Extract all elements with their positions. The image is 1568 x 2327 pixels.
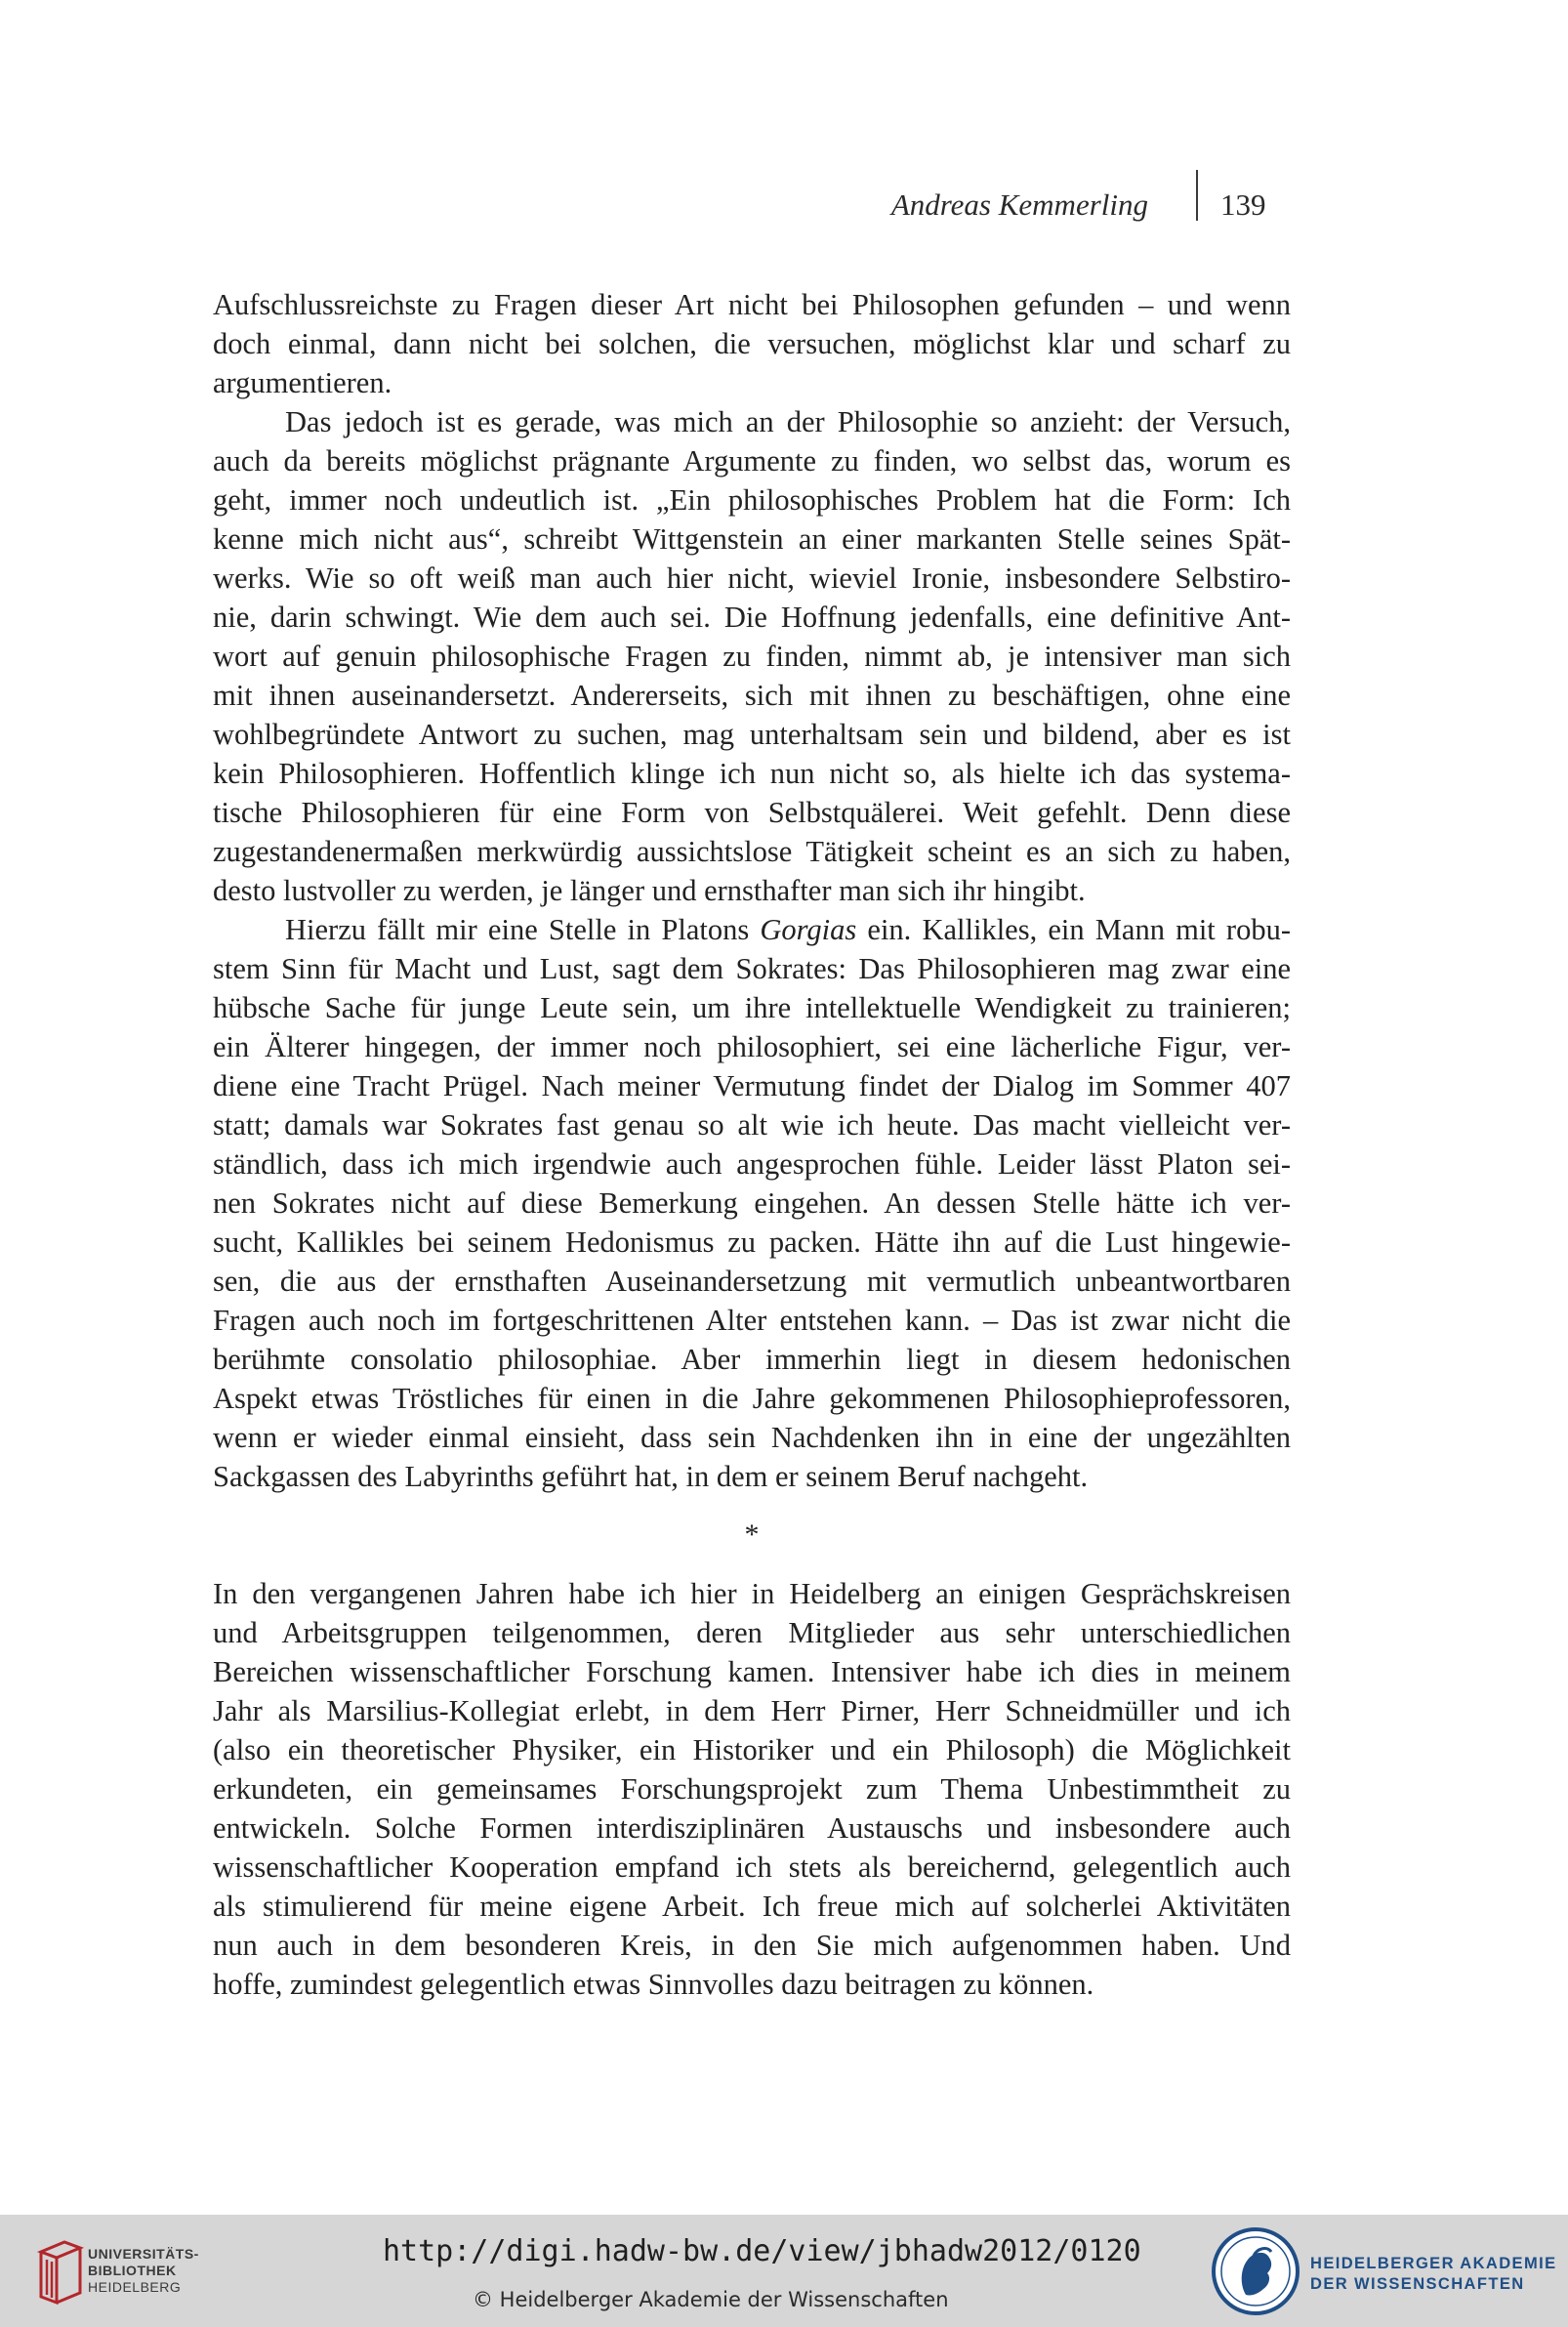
academy-logo-line-2: DER WISSENSCHAFTEN [1310, 2275, 1525, 2293]
text-line: berühmte consolatio philosophiae. Aber immerhin liegt in diesem hedonischen [213, 1343, 1291, 1376]
text-line: geht, immer noch undeutlich ist. „Ein philosophisches Problem hat die Form: Ich [213, 483, 1291, 517]
text-line: tische Philosophieren für eine Form von Selbstquälerei. Weit gefehlt. Denn diese [213, 796, 1291, 829]
text-line: wort auf genuin philosophische Fragen zu finden, nimmt ab, je intensiver man sich [213, 640, 1291, 673]
text-line: nie, darin schwingt. Wie dem auch sei. Die Hoffnung jedenfalls, eine definitive Ant- [213, 601, 1291, 634]
work-title-italic: Gorgias [760, 913, 857, 946]
text-line: stem Sinn für Macht und Lust, sagt dem Sokrates: Das Philosophieren mag zwar eine [213, 952, 1291, 985]
text-line: In den vergangenen Jahren habe ich hier in Heidelberg an einigen Gesprächskreisen [213, 1577, 1291, 1610]
text-line: hübsche Sache für junge Leute sein, um ihre intellektuelle Wendigkeit zu trainieren; [213, 991, 1291, 1024]
text-line: nen Sokrates nicht auf diese Bemerkung eingehen. An dessen Stelle hätte ich ver- [213, 1186, 1291, 1220]
text-line: wissenschaftlicher Kooperation empfand ich stets als bereichernd, gelegentlich auch [213, 1850, 1291, 1884]
text-line: Fragen auch noch im fortgeschrittenen Alter entstehen kann. – Das ist zwar nicht die [213, 1304, 1291, 1337]
paragraph [213, 285, 1291, 402]
header-divider [1196, 170, 1198, 221]
text-line: hoffe, zumindest gelegentlich etwas Sinnvolles dazu beitragen zu können. [213, 1968, 1094, 2001]
text-line: (also ein theoretischer Physiker, ein Historiker und ein Philosoph) die Möglichkeit [213, 1733, 1291, 1766]
text-line: Aufschlussreichste zu Fragen dieser Art nicht bei Philosophen gefunden – und wenn [213, 288, 1291, 321]
text-line: Bereichen wissenschaftlicher Forschung kamen. Intensiver habe ich dies in meinem [213, 1655, 1291, 1688]
text-line: als stimulierend für meine eigene Arbeit. Ich freue mich auf solcherlei Aktivitäten [213, 1890, 1291, 1923]
text-line: und Arbeitsgruppen teilgenommen, deren Mitglieder aus sehr unterschiedlichen [213, 1616, 1291, 1649]
text-line: ständlich, dass ich mich irgendwie auch angesprochen fühle. Leider lässt Platon sei- [213, 1147, 1291, 1181]
text-line: sen, die aus der ernsthaften Auseinandersetzung mit vermutlich unbeantwortbaren [213, 1265, 1291, 1298]
paragraph [213, 402, 1291, 910]
university-library-logo[interactable] [29, 2232, 205, 2310]
permalink-url[interactable]: http://digi.hadw-bw.de/view/jbhadw2012/0120 [383, 2234, 1141, 2268]
text-line: argumentieren. [213, 366, 392, 399]
text-line: Aspekt etwas Tröstliches für einen in die Jahre gekommenen Philosophieprofessoren, [213, 1382, 1291, 1415]
text-line: statt; damals war Sokrates fast genau so alt wie ich heute. Das macht vielleicht ver- [213, 1108, 1291, 1142]
text-line: Hierzu fällt mir eine Stelle in Platons Gorgias ein. Kallikles, ein Mann mit robu- [285, 913, 1291, 946]
text-line: auch da bereits möglichst prägnante Argumente zu finden, wo selbst das, worum es [213, 444, 1291, 478]
section-break-asterisk: * [744, 1518, 760, 1551]
academy-logo-line-1: HEIDELBERGER AKADEMIE [1310, 2255, 1557, 2272]
text-line: kenne mich nicht aus“, schreibt Wittgenstein an einer markanten Stelle seines Spät- [213, 522, 1291, 556]
footer-bar [0, 2215, 1568, 2327]
running-header-author: Andreas Kemmerling [890, 187, 1148, 222]
paragraph [213, 910, 1291, 1496]
text-line: wohlbegründete Antwort zu suchen, mag unterhaltsam sein und bildend, aber es ist [213, 718, 1291, 751]
text-line: ein Älterer hingegen, der immer noch philosophiert, sei eine lächerliche Figur, ver- [213, 1030, 1291, 1063]
body-text [213, 285, 1291, 2004]
text-line: desto lustvoller zu werden, je länger und ernsthafter man sich ihr hingibt. [213, 874, 1086, 907]
text-line: sucht, Kallikles bei seinem Hedonismus zu packen. Hätte ihn auf die Lust hingewie- [213, 1226, 1291, 1259]
text-line: doch einmal, dann nicht bei solchen, die versuchen, möglichst klar und scharf zu [213, 327, 1291, 360]
text-line: nun auch in dem besonderen Kreis, in den Sie mich aufgenommen haben. Und [213, 1929, 1291, 1962]
text-line: Jahr als Marsilius-Kollegiat erlebt, in dem Herr Pirner, Herr Schneidmüller und ich [213, 1694, 1291, 1727]
text-line: mit ihnen auseinandersetzt. Andererseits, sich mit ihnen zu beschäftigen, ohne eine [213, 679, 1291, 712]
text-line: wenn er wieder einmal einsieht, dass sein Nachdenken ihn in eine der ungezählten [213, 1421, 1291, 1454]
copyright-notice: © Heidelberger Akademie der Wissenschaften [473, 2288, 949, 2311]
text-line: erkundeten, ein gemeinsames Forschungsprojekt zum Thema Unbestimmtheit zu [213, 1772, 1291, 1806]
text-line: diene eine Tracht Prügel. Nach meiner Vermutung findet der Dialog im Sommer 407 [213, 1069, 1291, 1102]
page-number: 139 [1220, 187, 1266, 222]
library-logo-line-2: BIBLIOTHEK [88, 2263, 177, 2278]
text-line: kein Philosophieren. Hoffentlich klinge ich nun nicht so, als hielte ich das systema- [213, 757, 1291, 790]
library-logo-line-1: UNIVERSITÄTS- [88, 2246, 199, 2262]
paragraph [213, 1574, 1291, 2004]
library-book-icon [35, 2238, 86, 2306]
text-line: Das jedoch ist es gerade, was mich an der Philosophie so anzieht: der Versuch, [285, 405, 1291, 438]
library-logo-line-3: HEIDELBERG [88, 2279, 182, 2295]
academy-seal-icon[interactable] [1211, 2226, 1300, 2316]
text-line: entwickeln. Solche Formen interdisziplinären Austauschs und insbesondere auch [213, 1811, 1291, 1845]
text-line: zugestandenermaßen merkwürdig aussichtslose Tätigkeit scheint es an sich zu haben, [213, 835, 1291, 868]
text-line: Sackgassen des Labyrinths geführt hat, in dem er seinem Beruf nachgeht. [213, 1460, 1089, 1493]
text-line: werks. Wie so oft weiß man auch hier nicht, wieviel Ironie, insbesondere Selbstiro- [213, 561, 1291, 595]
